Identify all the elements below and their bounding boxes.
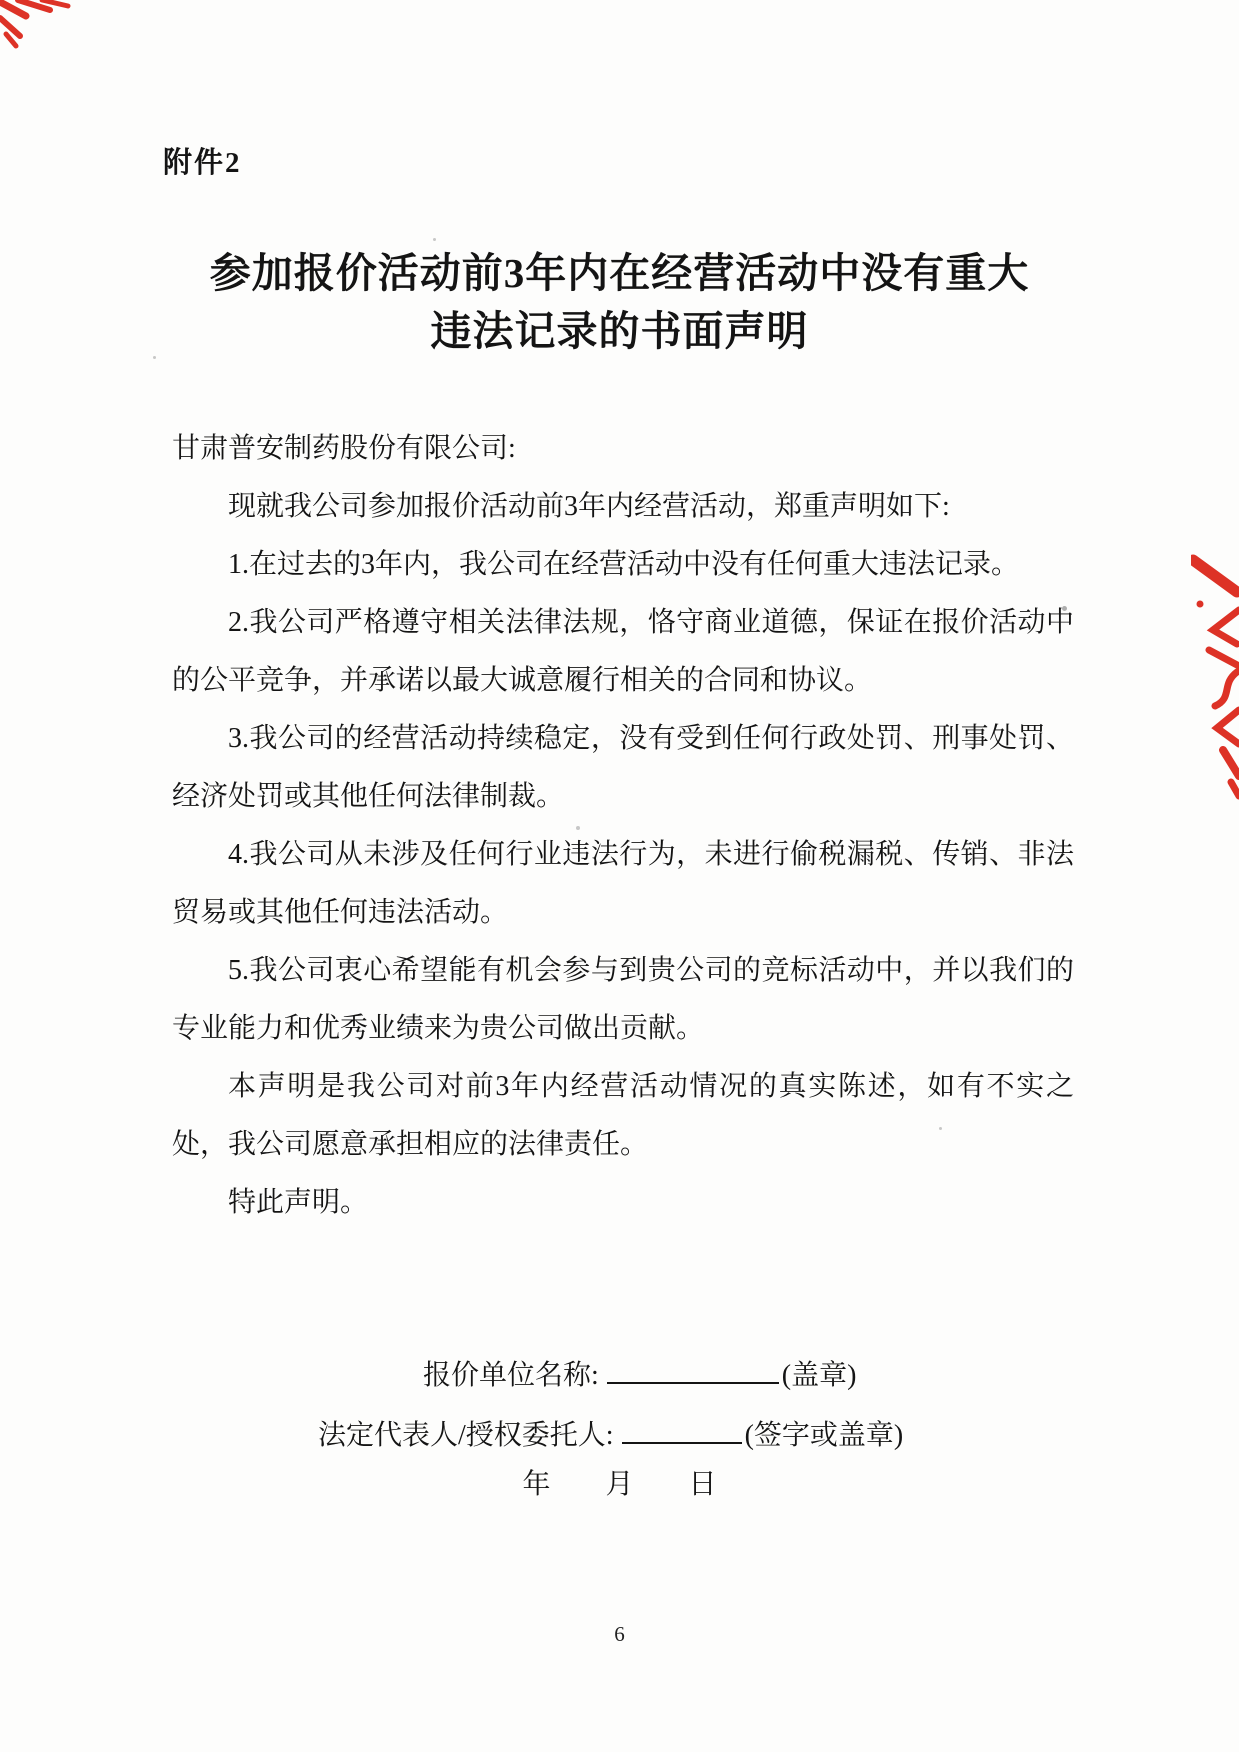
signature-row-organization [423, 1350, 856, 1393]
org-stamp-suffix: (盖章) [781, 1360, 857, 1391]
attachment-label: 附件2 [163, 147, 242, 179]
representative-sign-suffix: (签字或盖章) [744, 1420, 904, 1451]
page-number: 6 [614, 1622, 625, 1646]
paragraph: 1.在过去的3年内，我公司在经营活动中没有任何重大违法记录。 [228, 549, 1020, 580]
paragraph: 5.我公司衷心希望能有机会参与到贵公司的竞标活动中，并以我们的专业能力和优秀业绩来为贵公司做出贡献。 [172, 955, 1074, 1044]
title-line-2: 违法记录的书面声明 [430, 308, 809, 354]
corner-seal-fragment-icon [0, 0, 74, 50]
paragraph: 现就我公司参加报价活动前3年内经营活动，郑重声明如下: [228, 491, 950, 522]
date-year-label: 年 [522, 1469, 551, 1500]
paragraph: 2.我公司严格遵守相关法律法规，恪守商业道德，保证在报价活动中的公平竞争，并承诺以最大诚意履行相关的合同和协议。 [172, 607, 1074, 696]
date-month-label: 月 [605, 1469, 634, 1500]
paragraph: 特此声明。 [228, 1187, 369, 1218]
signature-row-representative [318, 1410, 903, 1453]
edge-seal-fragment-icon [1191, 552, 1239, 800]
representative-blank-line [622, 1410, 742, 1444]
scan-speck [433, 238, 436, 241]
document-body [172, 420, 1074, 1232]
paragraph: 4.我公司从未涉及任何行业违法行为，未进行偷税漏税、传销、非法贸易或其他任何违法活动。 [172, 839, 1074, 928]
paragraph: 3.我公司的经营活动持续稳定，没有受到任何行政处罚、刑事处罚、经济处罚或其他任何法律制裁。 [172, 723, 1074, 812]
document-title [0, 244, 1239, 360]
org-name-blank-line [607, 1350, 779, 1384]
title-line-1: 参加报价活动前3年内在经营活动中没有重大 [209, 250, 1030, 296]
date-line [0, 1462, 1239, 1502]
representative-label: 法定代表人/授权委托人: [318, 1420, 614, 1451]
date-day-label: 日 [688, 1469, 717, 1500]
org-name-label: 报价单位名称: [423, 1360, 599, 1391]
salutation: 甘肃普安制药股份有限公司: [172, 433, 516, 464]
paragraph: 本声明是我公司对前3年内经营活动情况的真实陈述，如有不实之处，我公司愿意承担相应的法律责任。 [172, 1071, 1074, 1160]
